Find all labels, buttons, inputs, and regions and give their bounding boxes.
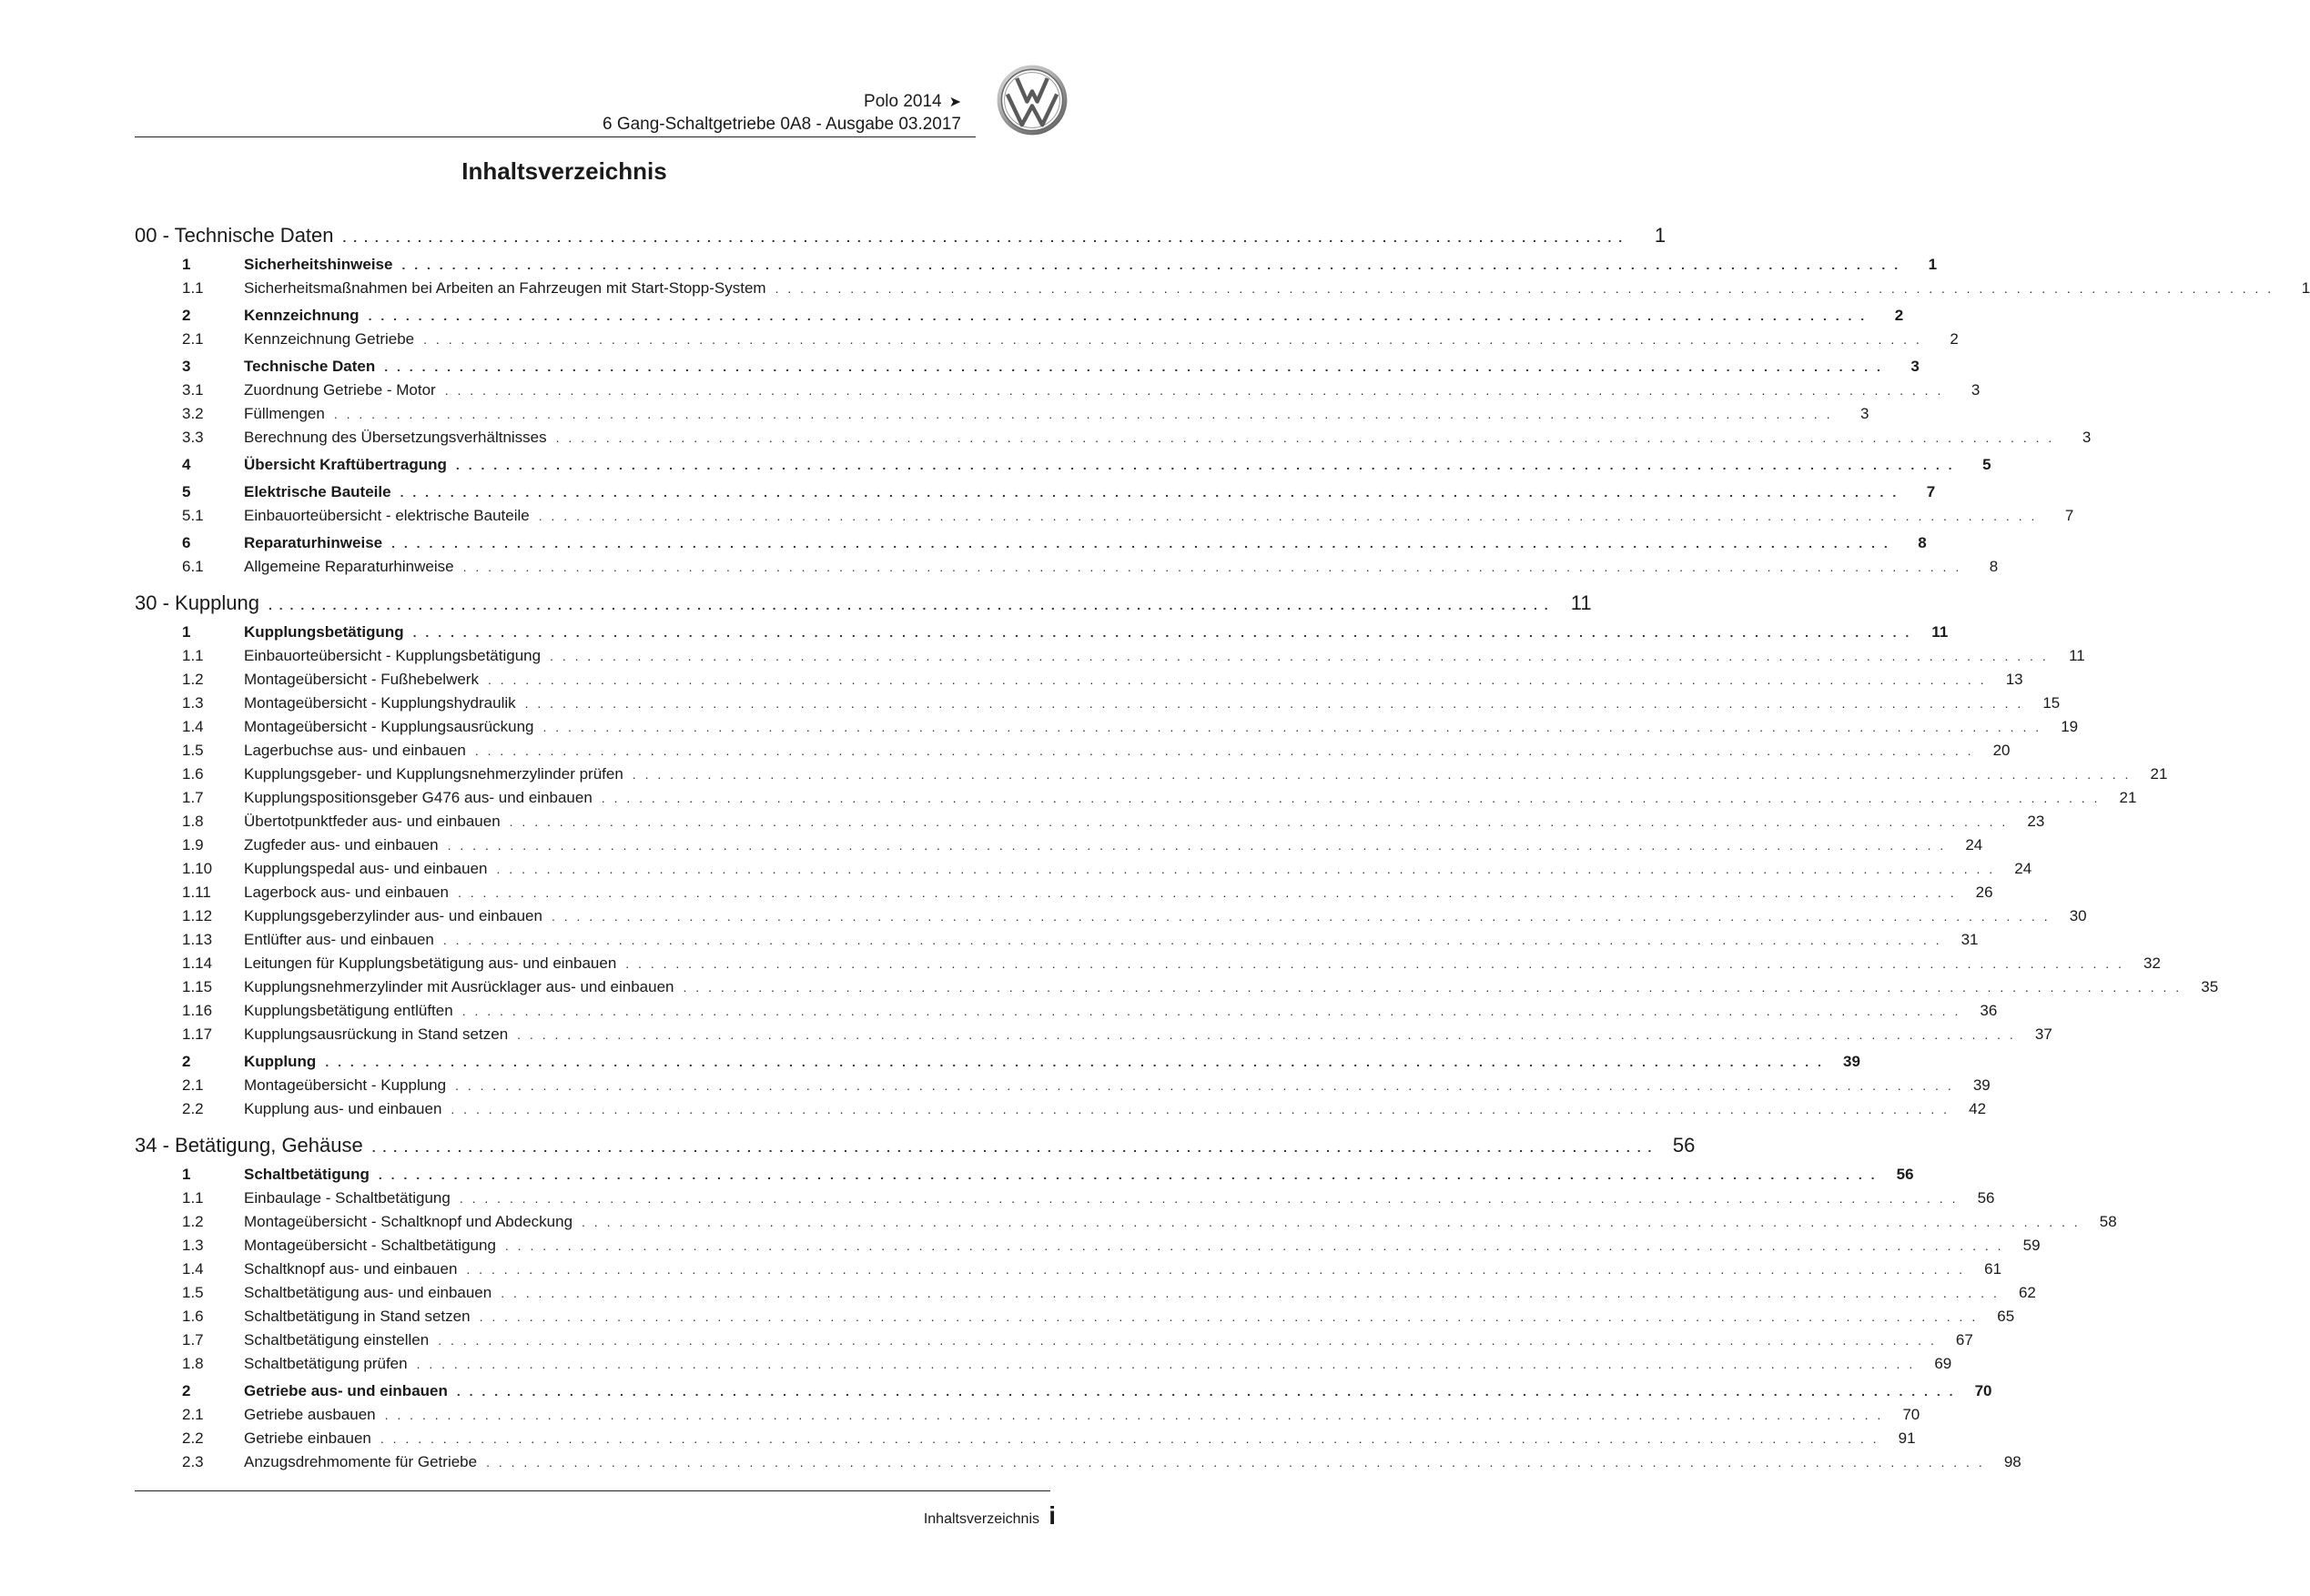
toc-page-number: 59 — [2022, 1237, 2041, 1254]
toc-number: 3 — [182, 358, 191, 375]
header-subtitle: 6 Gang-Schaltgetriebe 0A8 - Ausgabe 03.2017 — [602, 115, 961, 134]
dot-leader: . . . . . . . . . . . . . . . . . . . . . . . . . . . . . . . . . . . . . . . . . . . . . . . . . . . . . . . . . . . . . . . . . . . . . . . . . . . . . . . . . . . . . . . . . . . . . . . . . . . . . . . . . . . . . . . . . . . . . . . . — [457, 885, 1957, 900]
toc-number: 5.1 — [182, 507, 204, 524]
toc-number: 2.2 — [182, 1429, 204, 1447]
dot-leader: . . . . . . . . . . . . . . . . . . . . . . . . . . . . . . . . . . . . . . . . . . . . . . . . . . . . . . . . . . . . . . . . . . . . . . . . . . . . . . . . . . . . . . . . . . . . . . . . . . . . . . . . . . . . . . . . . . . . . . . . — [517, 1027, 2016, 1042]
toc-number: 1.2 — [182, 1213, 204, 1230]
toc-subsection[interactable] — [135, 1187, 1995, 1210]
toc-title: 00 - Technische Daten — [135, 224, 334, 247]
toc-number: 1.16 — [182, 1002, 213, 1019]
toc-subsection[interactable] — [135, 1023, 2052, 1046]
dot-leader: . . . . . . . . . . . . . . . . . . . . . . . . . . . . . . . . . . . . . . . . . . . . . . . . . . . . . . . . . . . . . . . . . . . . . . . . . . . . . . . . . . . . . . . . . . . . . . . . . . . . . . . . . . . . . . . . . . . . . . . . — [550, 649, 2049, 663]
table-of-contents — [135, 222, 2310, 1474]
toc-page-number: 56 — [1977, 1189, 1995, 1207]
toc-number: 2 — [182, 1382, 191, 1399]
toc-title: Montageübersicht - Schaltknopf und Abdeckung — [244, 1213, 573, 1230]
toc-section[interactable] — [135, 1163, 1914, 1187]
toc-page-number: 5 — [1982, 456, 1991, 473]
toc-page-number: 31 — [1960, 931, 1979, 948]
toc-chapter[interactable] — [135, 1132, 1696, 1159]
footer-divider — [135, 1490, 1050, 1491]
dot-leader: . . . . . . . . . . . . . . . . . . . . . . . . . . . . . . . . . . . . . . . . . . . . . . . . . . . . . . . . . . . . . . . . . . . . . . . . . . . . . . . . . . . . . . . . . . . . . . . . . . . . . . . . . . . . . . . . . . . . . . . . — [466, 1262, 1966, 1277]
toc-page-number: 62 — [2018, 1284, 2036, 1301]
toc-number: 1.3 — [182, 694, 204, 712]
dot-leader: . . . . . . . . . . . . . . . . . . . . . . . . . . . . . . . . . . . . . . . . . . . . . . . . . . . . . . . . . . . . . . . . . . . . . . . . . . . . . . . . . . . . . . . . . . . . . . . . . . . . . . . . . . . . . . . . . . . . . . . . — [342, 230, 1625, 245]
toc-page-number: 24 — [1965, 836, 1983, 854]
dot-leader: . . . . . . . . . . . . . . . . . . . . . . . . . . . . . . . . . . . . . . . . . . . . . . . . . . . . . . . . . . . . . . . . . . . . . . . . . . . . . . . . . . . . . . . . . . . . . . . . . . . . . . . . . . . . . . . . . . . . . . . . — [455, 1078, 1954, 1093]
toc-page-number: 1 — [1928, 256, 1938, 273]
dot-leader: . . . . . . . . . . . . . . . . . . . . . . . . . . . . . . . . . . . . . . . . . . . . . . . . . . . . . . . . . . . . . . . . . . . . . . . . . . . . . . . . . . . . . . . . . . . . . . . . . . . . . . . . . . . . . . . . . . . . . . . . — [487, 672, 1987, 687]
toc-page-number: 3 — [1860, 405, 1869, 422]
toc-number: 4 — [182, 456, 191, 473]
toc-subsection[interactable] — [135, 1281, 2036, 1305]
dot-leader: . . . . . . . . . . . . . . . . . . . . . . . . . . . . . . . . . . . . . . . . . . . . . . . . . . . . . . . . . . . . . . . . . . . . . . . . . . . . . . . . . . . . . . . . . . . . . . . . . . . . . . . . . . . . . . . . . . . . . . . . — [384, 359, 1883, 374]
dot-leader: . . . . . . . . . . . . . . . . . . . . . . . . . . . . . . . . . . . . . . . . . . . . . . . . . . . . . . . . . . . . . . . . . . . . . . . . . . . . . . . . . . . . . . . . . . . . . . . . . . . . . . . . . . . . . . . . . . . . . . . . — [509, 814, 2009, 829]
toc-title: Kupplung — [244, 1053, 317, 1070]
toc-page-number: 98 — [2003, 1453, 2021, 1470]
toc-subsection[interactable] — [135, 1074, 1991, 1097]
toc-number: 6.1 — [182, 558, 204, 575]
toc-number: 1.5 — [182, 1284, 204, 1301]
dot-leader: . . . . . . . . . . . . . . . . . . . . . . . . . . . . . . . . . . . . . . . . . . . . . . . . . . . . . . . . . . . . . . . . . . . . . . . . . . . . . . . . . . . . . . . . . . . . . . . . . . . . . . . . . . . . . . . . . . . . . . . . — [555, 430, 2055, 445]
dot-leader: . . . . . . . . . . . . . . . . . . . . . . . . . . . . . . . . . . . . . . . . . . . . . . . . . . . . . . . . . . . . . . . . . . . . . . . . . . . . . . . . . . . . . . . . . . . . . . . . . . . . . . . . . . . . . . . . . . . . . . . . — [474, 743, 1974, 758]
toc-number: 3.2 — [182, 405, 204, 422]
toc-number: 2.2 — [182, 1100, 204, 1117]
toc-title: Schaltbetätigung — [244, 1166, 370, 1183]
toc-section[interactable] — [135, 531, 1927, 555]
toc-title: Anzugsdrehmomente für Getriebe — [244, 1453, 478, 1470]
toc-page-number: 32 — [2143, 955, 2161, 972]
toc-title: Schaltbetätigung aus- und einbauen — [244, 1284, 492, 1301]
toc-page-number: 20 — [1992, 742, 2011, 759]
toc-title: Montageübersicht - Schaltbetätigung — [244, 1237, 496, 1254]
dot-leader: . . . . . . . . . . . . . . . . . . . . . . . . . . . . . . . . . . . . . . . . . . . . . . . . . . . . . . . . . . . . . . . . . . . . . . . . . . . . . . . . . . . . . . . . . . . . . . . . . . . . . . . . . . . . . . . . . . . . . . . . — [501, 1286, 2000, 1300]
toc-subsection[interactable] — [135, 975, 2219, 999]
toc-page-number: 3 — [1910, 358, 1920, 375]
toc-title: Kupplungsgeberzylinder aus- und einbauen — [244, 907, 542, 924]
toc-number: 1.4 — [182, 1260, 204, 1278]
toc-section[interactable] — [135, 621, 1949, 644]
toc-page-number: 39 — [1972, 1076, 1991, 1094]
toc-title: Berechnung des Übersetzungsverhältnisses — [244, 429, 547, 446]
toc-page-number: 1 — [1654, 224, 1667, 247]
toc-title: Schaltknopf aus- und einbauen — [244, 1260, 458, 1278]
toc-title: Schaltbetätigung prüfen — [244, 1355, 408, 1372]
toc-number: 1.7 — [182, 1331, 204, 1349]
page-title: Inhaltsverzeichnis — [461, 157, 667, 185]
toc-title: Leitungen für Kupplungsbetätigung aus- und einbauen — [244, 955, 617, 972]
toc-number: 1.8 — [182, 1355, 204, 1372]
toc-title: Reparaturhinweise — [244, 534, 383, 551]
toc-number: 1.4 — [182, 718, 204, 735]
toc-page-number: 8 — [1989, 558, 1999, 575]
dot-leader: . . . . . . . . . . . . . . . . . . . . . . . . . . . . . . . . . . . . . . . . . . . . . . . . . . . . . . . . . . . . . . . . . . . . . . . . . . . . . . . . . . . . . . . . . . . . . . . . . . . . . . . . . . . . . . . . . . . . . . . . — [325, 1055, 1824, 1069]
toc-section[interactable] — [135, 1379, 1992, 1403]
toc-title: Einbauorteübersicht - Kupplungsbetätigung — [244, 647, 542, 664]
toc-subsection[interactable] — [135, 692, 2061, 715]
dot-leader: . . . . . . . . . . . . . . . . . . . . . . . . . . . . . . . . . . . . . . . . . . . . . . . . . . . . . . . . . . . . . . . . . . . . . . . . . . . . . . . . . . . . . . . . . . . . . . . . . . . . . . . . . . . . . . . . . . . . . . . . — [384, 1408, 1884, 1422]
dot-leader: . . . . . . . . . . . . . . . . . . . . . . . . . . . . . . . . . . . . . . . . . . . . . . . . . . . . . . . . . . . . . . . . . . . . . . . . . . . . . . . . . . . . . . . . . . . . . . . . . . . . . . . . . . . . . . . . . . . . . . . . — [775, 281, 2275, 296]
toc-page-number: 7 — [2064, 507, 2074, 524]
toc-subsection[interactable] — [135, 379, 1981, 402]
toc-number: 1.6 — [182, 765, 204, 783]
toc-number: 1.12 — [182, 907, 213, 924]
toc-page-number: 37 — [2034, 1025, 2052, 1043]
toc-subsection[interactable] — [135, 1305, 2015, 1328]
toc-subsection[interactable] — [135, 1403, 1920, 1427]
toc-title: 34 - Betätigung, Gehäuse — [135, 1134, 363, 1157]
toc-number: 1.15 — [182, 978, 213, 995]
toc-number: 5 — [182, 483, 191, 500]
toc-subsection[interactable] — [135, 786, 2137, 810]
dot-leader: . . . . . . . . . . . . . . . . . . . . . . . . . . . . . . . . . . . . . . . . . . . . . . . . . . . . . . . . . . . . . . . . . . . . . . . . . . . . . . . . . . . . . . . . . . . . . . . . . . . . . . . . . . . . . . . . . . . . . . . . — [391, 536, 1890, 551]
toc-section[interactable] — [135, 453, 1991, 477]
dot-leader: . . . . . . . . . . . . . . . . . . . . . . . . . . . . . . . . . . . . . . . . . . . . . . . . . . . . . . . . . . . . . . . . . . . . . . . . . . . . . . . . . . . . . . . . . . . . . . . . . . . . . . . . . . . . . . . . . . . . . . . . — [371, 1140, 1654, 1155]
toc-subsection[interactable] — [135, 857, 2032, 881]
toc-title: Montageübersicht - Kupplungshydraulik — [244, 694, 516, 712]
toc-subsection[interactable] — [135, 1258, 2002, 1281]
toc-subsection[interactable] — [135, 904, 2087, 928]
toc-subsection[interactable] — [135, 810, 2045, 833]
toc-subsection[interactable] — [135, 739, 2011, 763]
toc-title: Kupplungsbetätigung entlüften — [244, 1002, 453, 1019]
toc-chapter[interactable] — [135, 222, 1667, 249]
toc-title: Allgemeine Reparaturhinweise — [244, 558, 454, 575]
header-model-text: Polo 2014 — [864, 92, 942, 111]
toc-subsection[interactable] — [135, 555, 1999, 579]
dot-leader: . . . . . . . . . . . . . . . . . . . . . . . . . . . . . . . . . . . . . . . . . . . . . . . . . . . . . . . . . . . . . . . . . . . . . . . . . . . . . . . . . . . . . . . . . . . . . . . . . . . . . . . . . . . . . . . . . . . . . . . . — [479, 1309, 1979, 1324]
toc-page-number: 23 — [2027, 813, 2045, 830]
toc-page-number: 70 — [1974, 1382, 1992, 1399]
toc-title: Getriebe einbauen — [244, 1429, 371, 1447]
toc-subsection[interactable] — [135, 426, 2092, 450]
dot-leader: . . . . . . . . . . . . . . . . . . . . . . . . . . . . . . . . . . . . . . . . . . . . . . . . . . . . . . . . . . . . . . . . . . . . . . . . . . . . . . . . . . . . . . . . . . . . . . . . . . . . . . . . . . . . . . . . . . . . . . . . — [538, 509, 2038, 523]
toc-title: Kennzeichnung — [244, 307, 360, 324]
toc-subsection[interactable] — [135, 402, 1869, 426]
toc-number: 1.1 — [182, 1189, 204, 1207]
toc-title: Getriebe ausbauen — [244, 1406, 376, 1423]
toc-page-number: 39 — [1843, 1053, 1860, 1070]
toc-subsection[interactable] — [135, 1352, 1952, 1376]
dot-leader: . . . . . . . . . . . . . . . . . . . . . . . . . . . . . . . . . . . . . . . . . . . . . . . . . . . . . . . . . . . . . . . . . . . . . . . . . . . . . . . . . . . . . . . . . . . . . . . . . . . . . . . . . . . . . . . . . . . . . . . . — [551, 909, 2051, 924]
toc-title: Sicherheitsmaßnahmen bei Arbeiten an Fahrzeugen mit Start-Stopp-System — [244, 279, 766, 297]
dot-leader: . . . . . . . . . . . . . . . . . . . . . . . . . . . . . . . . . . . . . . . . . . . . . . . . . . . . . . . . . . . . . . . . . . . . . . . . . . . . . . . . . . . . . . . . . . . . . . . . . . . . . . . . . . . . . . . . . . . . . . . . — [582, 1215, 2081, 1229]
toc-title: Montageübersicht - Kupplungsausrückung — [244, 718, 534, 735]
toc-page-number: 19 — [2061, 718, 2079, 735]
toc-subsection[interactable] — [135, 1450, 2021, 1474]
toc-page-number: 58 — [2099, 1213, 2117, 1230]
toc-page-number: 30 — [2069, 907, 2087, 924]
toc-section[interactable] — [135, 355, 1920, 379]
toc-subsection[interactable] — [135, 644, 2085, 668]
toc-page-number: 91 — [1898, 1429, 1916, 1447]
toc-number: 6 — [182, 534, 191, 551]
toc-page-number: 7 — [1926, 483, 1936, 500]
header-model — [864, 91, 961, 114]
toc-title: Zuordnung Getriebe - Motor — [244, 381, 436, 399]
toc-title: Getriebe aus- und einbauen — [244, 1382, 448, 1399]
toc-number: 3.1 — [182, 381, 204, 399]
toc-number: 1 — [182, 623, 191, 641]
toc-page-number: 26 — [1975, 884, 1993, 901]
dot-leader: . . . . . . . . . . . . . . . . . . . . . . . . . . . . . . . . . . . . . . . . . . . . . . . . . . . . . . . . . . . . . . . . . . . . . . . . . . . . . . . . . . . . . . . . . . . . . . . . . . . . . . . . . . . . . . . . . . . . . . . . — [459, 1191, 1959, 1206]
toc-section[interactable] — [135, 1050, 1860, 1074]
toc-subsection[interactable] — [135, 1210, 2117, 1234]
toc-number: 2.3 — [182, 1453, 204, 1470]
toc-page-number: 69 — [1934, 1355, 1952, 1372]
toc-title: Kupplungsbetätigung — [244, 623, 404, 641]
toc-page-number: 1 — [2301, 279, 2310, 297]
toc-title: Kennzeichnung Getriebe — [244, 330, 415, 348]
toc-title: Schaltbetätigung einstellen — [244, 1331, 430, 1349]
toc-number: 1.10 — [182, 860, 213, 877]
footer-label: Inhaltsverzeichnis — [923, 1511, 1039, 1527]
toc-number: 1.14 — [182, 955, 213, 972]
toc-number: 1 — [182, 256, 191, 273]
toc-page-number: 8 — [1918, 534, 1927, 551]
toc-title: Zugfeder aus- und einbauen — [244, 836, 439, 854]
toc-title: Lagerbuchse aus- und einbauen — [244, 742, 466, 759]
dot-leader: . . . . . . . . . . . . . . . . . . . . . . . . . . . . . . . . . . . . . . . . . . . . . . . . . . . . . . . . . . . . . . . . . . . . . . . . . . . . . . . . . . . . . . . . . . . . . . . . . . . . . . . . . . . . . . . . . . . . . . . . — [601, 791, 2101, 805]
dot-leader: . . . . . . . . . . . . . . . . . . . . . . . . . . . . . . . . . . . . . . . . . . . . . . . . . . . . . . . . . . . . . . . . . . . . . . . . . . . . . . . . . . . . . . . . . . . . . . . . . . . . . . . . . . . . . . . . . . . . . . . . — [524, 696, 2024, 711]
dot-leader: . . . . . . . . . . . . . . . . . . . . . . . . . . . . . . . . . . . . . . . . . . . . . . . . . . . . . . . . . . . . . . . . . . . . . . . . . . . . . . . . . . . . . . . . . . . . . . . . . . . . . . . . . . . . . . . . . . . . . . . . — [683, 980, 2183, 995]
toc-page-number: 36 — [1980, 1002, 1998, 1019]
dot-leader: . . . . . . . . . . . . . . . . . . . . . . . . . . . . . . . . . . . . . . . . . . . . . . . . . . . . . . . . . . . . . . . . . . . . . . . . . . . . . . . . . . . . . . . . . . . . . . . . . . . . . . . . . . . . . . . . . . . . . . . . — [451, 1102, 1950, 1116]
toc-title: 30 - Kupplung — [135, 591, 259, 614]
toc-number: 1.2 — [182, 671, 204, 688]
toc-title: Montageübersicht - Kupplung — [244, 1076, 447, 1094]
toc-title: Kupplungspositionsgeber G476 aus- und einbauen — [244, 789, 593, 806]
toc-number: 1.13 — [182, 931, 213, 948]
toc-number: 1.17 — [182, 1025, 213, 1043]
toc-number: 2.1 — [182, 330, 204, 348]
toc-title: Montageübersicht - Fußhebelwerk — [244, 671, 479, 688]
toc-number: 1.9 — [182, 836, 204, 854]
toc-page-number: 70 — [1902, 1406, 1920, 1423]
dot-leader: . . . . . . . . . . . . . . . . . . . . . . . . . . . . . . . . . . . . . . . . . . . . . . . . . . . . . . . . . . . . . . . . . . . . . . . . . . . . . . . . . . . . . . . . . . . . . . . . . . . . . . . . . . . . . . . . . . . . . . . . — [442, 933, 1942, 947]
toc-page-number: 24 — [2014, 860, 2032, 877]
dot-leader: . . . . . . . . . . . . . . . . . . . . . . . . . . . . . . . . . . . . . . . . . . . . . . . . . . . . . . . . . . . . . . . . . . . . . . . . . . . . . . . . . . . . . . . . . . . . . . . . . . . . . . . . . . . . . . . . . . . . . . . . — [486, 1455, 1985, 1470]
dot-leader: . . . . . . . . . . . . . . . . . . . . . . . . . . . . . . . . . . . . . . . . . . . . . . . . . . . . . . . . . . . . . . . . . . . . . . . . . . . . . . . . . . . . . . . . . . . . . . . . . . . . . . . . . . . . . . . . . . . . . . . . — [542, 720, 2042, 734]
dot-leader: . . . . . . . . . . . . . . . . . . . . . . . . . . . . . . . . . . . . . . . . . . . . . . . . . . . . . . . . . . . . . . . . . . . . . . . . . . . . . . . . . . . . . . . . . . . . . . . . . . . . . . . . . . . . . . . . . . . . . . . . — [378, 1167, 1878, 1182]
toc-subsection[interactable] — [135, 668, 2023, 692]
dot-leader: . . . . . . . . . . . . . . . . . . . . . . . . . . . . . . . . . . . . . . . . . . . . . . . . . . . . . . . . . . . . . . . . . . . . . . . . . . . . . . . . . . . . . . . . . . . . . . . . . . . . . . . . . . . . . . . . . . . . . . . . — [447, 838, 1947, 853]
toc-subsection[interactable] — [135, 763, 2168, 786]
page-header — [135, 84, 976, 138]
header-divider — [135, 136, 976, 137]
toc-subsection[interactable] — [135, 1328, 1973, 1352]
dot-leader: . . . . . . . . . . . . . . . . . . . . . . . . . . . . . . . . . . . . . . . . . . . . . . . . . . . . . . . . . . . . . . . . . . . . . . . . . . . . . . . . . . . . . . . . . . . . . . . . . . . . . . . . . . . . . . . . . . . . . . . . — [444, 383, 1944, 398]
toc-subsection[interactable] — [135, 952, 2161, 975]
toc-page-number: 67 — [1955, 1331, 1973, 1349]
dot-leader: . . . . . . . . . . . . . . . . . . . . . . . . . . . . . . . . . . . . . . . . . . . . . . . . . . . . . . . . . . . . . . . . . . . . . . . . . . . . . . . . . . . . . . . . . . . . . . . . . . . . . . . . . . . . . . . . . . . . . . . . — [423, 332, 1922, 347]
dot-leader: . . . . . . . . . . . . . . . . . . . . . . . . . . . . . . . . . . . . . . . . . . . . . . . . . . . . . . . . . . . . . . . . . . . . . . . . . . . . . . . . . . . . . . . . . . . . . . . . . . . . . . . . . . . . . . . . . . . . . . . . — [380, 1431, 1879, 1446]
toc-title: Technische Daten — [244, 358, 376, 375]
toc-title: Kupplungspedal aus- und einbauen — [244, 860, 488, 877]
toc-page-number: 3 — [1971, 381, 1981, 399]
toc-page-number: 3 — [2082, 429, 2092, 446]
toc-section[interactable] — [135, 253, 1938, 277]
toc-title: Übertotpunktfeder aus- und einbauen — [244, 813, 501, 830]
dot-leader: . . . . . . . . . . . . . . . . . . . . . . . . . . . . . . . . . . . . . . . . . . . . . . . . . . . . . . . . . . . . . . . . . . . . . . . . . . . . . . . . . . . . . . . . . . . . . . . . . . . . . . . . . . . . . . . . . . . . . . . . — [268, 598, 1550, 612]
toc-number: 1.7 — [182, 789, 204, 806]
dot-leader: . . . . . . . . . . . . . . . . . . . . . . . . . . . . . . . . . . . . . . . . . . . . . . . . . . . . . . . . . . . . . . . . . . . . . . . . . . . . . . . . . . . . . . . . . . . . . . . . . . . . . . . . . . . . . . . . . . . . . . . . — [416, 1357, 1916, 1371]
dot-leader: . . . . . . . . . . . . . . . . . . . . . . . . . . . . . . . . . . . . . . . . . . . . . . . . . . . . . . . . . . . . . . . . . . . . . . . . . . . . . . . . . . . . . . . . . . . . . . . . . . . . . . . . . . . . . . . . . . . . . . . . — [455, 458, 1955, 472]
toc-page-number: 56 — [1896, 1166, 1914, 1183]
toc-page-number: 21 — [2119, 789, 2137, 806]
toc-number: 1.8 — [182, 813, 204, 830]
dot-leader: . . . . . . . . . . . . . . . . . . . . . . . . . . . . . . . . . . . . . . . . . . . . . . . . . . . . . . . . . . . . . . . . . . . . . . . . . . . . . . . . . . . . . . . . . . . . . . . . . . . . . . . . . . . . . . . . . . . . . . . . — [462, 560, 1962, 574]
toc-page-number: 42 — [1969, 1100, 1987, 1117]
dot-leader: . . . . . . . . . . . . . . . . . . . . . . . . . . . . . . . . . . . . . . . . . . . . . . . . . . . . . . . . . . . . . . . . . . . . . . . . . . . . . . . . . . . . . . . . . . . . . . . . . . . . . . . . . . . . . . . . . . . . . . . . — [625, 956, 2124, 971]
toc-page-number: 2 — [1950, 330, 1959, 348]
toc-page-number: 61 — [1984, 1260, 2002, 1278]
toc-number: 2 — [182, 307, 191, 324]
toc-number: 1.5 — [182, 742, 204, 759]
toc-title: Einbauorteübersicht - elektrische Bauteile — [244, 507, 530, 524]
toc-subsection[interactable] — [135, 715, 2079, 739]
dot-leader: . . . . . . . . . . . . . . . . . . . . . . . . . . . . . . . . . . . . . . . . . . . . . . . . . . . . . . . . . . . . . . . . . . . . . . . . . . . . . . . . . . . . . . . . . . . . . . . . . . . . . . . . . . . . . . . . . . . . . . . . — [461, 1004, 1961, 1018]
toc-subsection[interactable] — [135, 504, 2074, 528]
toc-number: 1.3 — [182, 1237, 204, 1254]
toc-chapter[interactable] — [135, 590, 1592, 617]
toc-page-number: 2 — [1894, 307, 1904, 324]
dot-leader: . . . . . . . . . . . . . . . . . . . . . . . . . . . . . . . . . . . . . . . . . . . . . . . . . . . . . . . . . . . . . . . . . . . . . . . . . . . . . . . . . . . . . . . . . . . . . . . . . . . . . . . . . . . . . . . . . . . . . . . . — [504, 1238, 2004, 1253]
toc-section[interactable] — [135, 304, 1904, 328]
dot-leader: . . . . . . . . . . . . . . . . . . . . . . . . . . . . . . . . . . . . . . . . . . . . . . . . . . . . . . . . . . . . . . . . . . . . . . . . . . . . . . . . . . . . . . . . . . . . . . . . . . . . . . . . . . . . . . . . . . . . . . . . — [401, 258, 1901, 272]
toc-subsection[interactable] — [135, 881, 1993, 904]
footer-page-number: i — [1049, 1501, 1056, 1530]
toc-subsection[interactable] — [135, 999, 1998, 1023]
dot-leader: . . . . . . . . . . . . . . . . . . . . . . . . . . . . . . . . . . . . . . . . . . . . . . . . . . . . . . . . . . . . . . . . . . . . . . . . . . . . . . . . . . . . . . . . . . . . . . . . . . . . . . . . . . . . . . . . . . . . . . . . — [496, 862, 1996, 876]
toc-title: Elektrische Bauteile — [244, 483, 391, 500]
toc-page-number: 11 — [2069, 647, 2085, 664]
toc-page-number: 21 — [2150, 765, 2168, 783]
toc-page-number: 11 — [1570, 591, 1592, 614]
dot-leader: . . . . . . . . . . . . . . . . . . . . . . . . . . . . . . . . . . . . . . . . . . . . . . . . . . . . . . . . . . . . . . . . . . . . . . . . . . . . . . . . . . . . . . . . . . . . . . . . . . . . . . . . . . . . . . . . . . . . . . . . — [632, 767, 2132, 782]
toc-subsection[interactable] — [135, 928, 1979, 952]
toc-number: 1.1 — [182, 279, 204, 297]
toc-page-number: 13 — [2005, 671, 2023, 688]
toc-title: Kupplung aus- und einbauen — [244, 1100, 442, 1117]
toc-number: 3.3 — [182, 429, 204, 446]
toc-section[interactable] — [135, 480, 1936, 504]
toc-page-number: 11 — [1931, 623, 1949, 641]
toc-subsection[interactable] — [135, 1097, 1987, 1121]
toc-subsection[interactable] — [135, 328, 1959, 351]
toc-number: 1.6 — [182, 1308, 204, 1325]
dot-leader: . . . . . . . . . . . . . . . . . . . . . . . . . . . . . . . . . . . . . . . . . . . . . . . . . . . . . . . . . . . . . . . . . . . . . . . . . . . . . . . . . . . . . . . . . . . . . . . . . . . . . . . . . . . . . . . . . . . . . . . . — [438, 1333, 1937, 1348]
toc-title: Entlüfter aus- und einbauen — [244, 931, 434, 948]
toc-number: 2.1 — [182, 1076, 204, 1094]
toc-subsection[interactable] — [135, 833, 1983, 857]
toc-number: 2.1 — [182, 1406, 204, 1423]
toc-title: Kupplungsgeber- und Kupplungsnehmerzylinder prüfen — [244, 765, 623, 783]
toc-number: 1.11 — [182, 884, 211, 901]
toc-title: Kupplungsausrückung in Stand setzen — [244, 1025, 509, 1043]
dot-leader: . . . . . . . . . . . . . . . . . . . . . . . . . . . . . . . . . . . . . . . . . . . . . . . . . . . . . . . . . . . . . . . . . . . . . . . . . . . . . . . . . . . . . . . . . . . . . . . . . . . . . . . . . . . . . . . . . . . . . . . . — [333, 407, 1833, 421]
toc-title: Einbaulage - Schaltbetätigung — [244, 1189, 451, 1207]
toc-title: Übersicht Kraftübertragung — [244, 456, 447, 473]
dot-leader: . . . . . . . . . . . . . . . . . . . . . . . . . . . . . . . . . . . . . . . . . . . . . . . . . . . . . . . . . . . . . . . . . . . . . . . . . . . . . . . . . . . . . . . . . . . . . . . . . . . . . . . . . . . . . . . . . . . . . . . . — [368, 308, 1868, 323]
toc-subsection[interactable] — [135, 1234, 2041, 1258]
toc-number: 2 — [182, 1053, 191, 1070]
toc-subsection[interactable] — [135, 1427, 1916, 1450]
toc-title: Schaltbetätigung in Stand setzen — [244, 1308, 471, 1325]
toc-page-number: 35 — [2201, 978, 2219, 995]
arrow-right-icon: ➤ — [948, 95, 961, 110]
toc-number: 1.1 — [182, 647, 204, 664]
toc-page-number: 65 — [1997, 1308, 2015, 1325]
dot-leader: . . . . . . . . . . . . . . . . . . . . . . . . . . . . . . . . . . . . . . . . . . . . . . . . . . . . . . . . . . . . . . . . . . . . . . . . . . . . . . . . . . . . . . . . . . . . . . . . . . . . . . . . . . . . . . . . . . . . . . . . — [456, 1384, 1956, 1399]
vw-logo-icon — [996, 64, 1069, 136]
dot-leader: . . . . . . . . . . . . . . . . . . . . . . . . . . . . . . . . . . . . . . . . . . . . . . . . . . . . . . . . . . . . . . . . . . . . . . . . . . . . . . . . . . . . . . . . . . . . . . . . . . . . . . . . . . . . . . . . . . . . . . . . — [400, 485, 1900, 500]
dot-leader: . . . . . . . . . . . . . . . . . . . . . . . . . . . . . . . . . . . . . . . . . . . . . . . . . . . . . . . . . . . . . . . . . . . . . . . . . . . . . . . . . . . . . . . . . . . . . . . . . . . . . . . . . . . . . . . . . . . . . . . . — [412, 625, 1912, 640]
toc-title: Füllmengen — [244, 405, 325, 422]
toc-page-number: 56 — [1672, 1134, 1696, 1157]
toc-subsection[interactable] — [135, 277, 2310, 300]
toc-title: Sicherheitshinweise — [244, 256, 393, 273]
toc-number: 1 — [182, 1166, 191, 1183]
toc-title: Lagerbock aus- und einbauen — [244, 884, 449, 901]
toc-page-number: 15 — [2042, 694, 2061, 712]
toc-title: Kupplungsnehmerzylinder mit Ausrücklager aus- und einbauen — [244, 978, 674, 995]
